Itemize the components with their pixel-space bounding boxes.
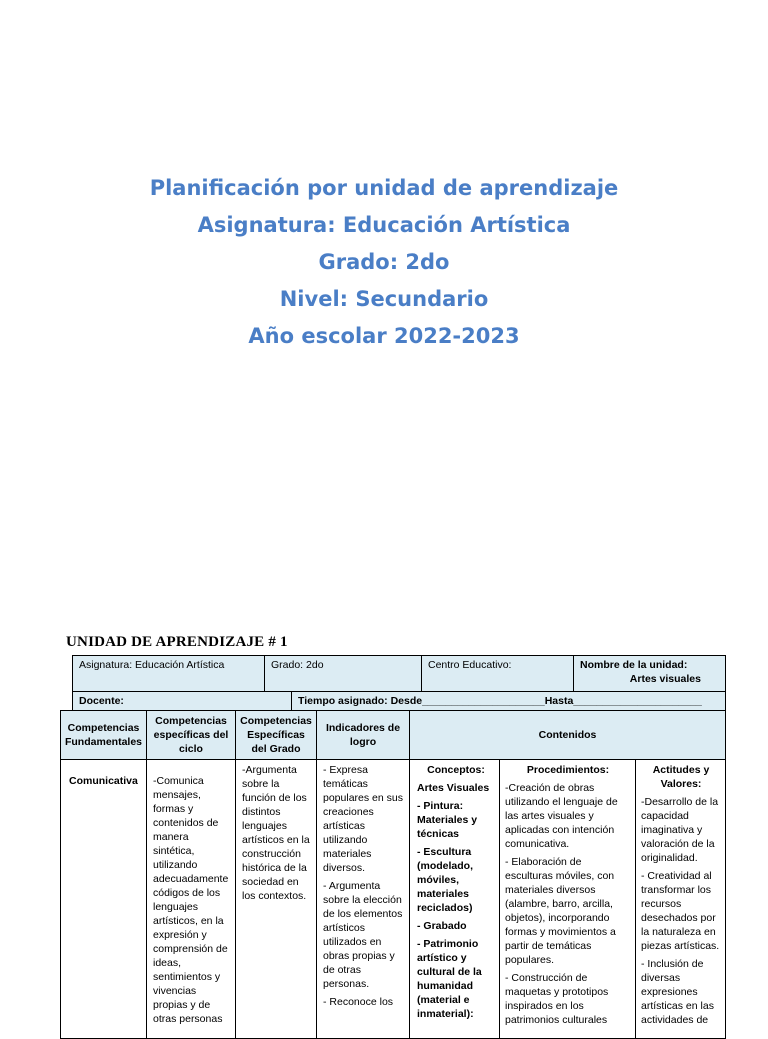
header-competencias-ciclo: Competencias específicas del ciclo xyxy=(146,710,236,760)
actitud-item: -Desarrollo de la capacidad imaginativa y valoración de la originalidad. xyxy=(641,796,719,864)
header-contenidos: Contenidos xyxy=(409,710,726,760)
actitud-item: - Inclusión de diversas expresiones artísticas en las actividades de xyxy=(641,958,714,1026)
title-grado: Grado: 2do xyxy=(318,250,450,274)
title-asignatura: Asignatura: Educación Artística xyxy=(197,213,571,237)
title-nivel: Nivel: Secundario xyxy=(279,287,489,311)
header-indicadores-logro: Indicadores de logro xyxy=(316,710,410,760)
concepto-item: - Escultura (modelado, móviles, materiales reciclados) xyxy=(417,846,474,914)
cell-actitudes-valores xyxy=(635,759,726,1039)
cell-procedimientos xyxy=(499,759,636,1039)
concepto-item: Artes Visuales xyxy=(417,782,490,794)
nombre-unidad-value: Artes visuales xyxy=(629,673,701,685)
cell-competencia-fundamental: Comunicativa xyxy=(60,759,147,1039)
indicador-item: - Argumenta sobre la elección de los elementos artísticos utilizados en obras propias y de otras personas. xyxy=(323,880,403,990)
actitud-item: - Creatividad al transformar los recursos desechados por la naturaleza en piezas artísticas. xyxy=(641,870,720,952)
info-nombre-unidad xyxy=(573,655,726,692)
concepto-item: - Pintura: Materiales y técnicas xyxy=(417,800,478,840)
cell-competencias-grado: -Argumenta sobre la función de los distintos lenguajes artísticos en la construcción histórica de la sociedad en los contextos. xyxy=(235,759,317,1039)
concepto-item: - Patrimonio artístico y cultural de la humanidad (material e inmaterial): xyxy=(417,938,482,1020)
cell-competencias-ciclo: -Comunica mensajes, formas y contenidos de manera sintética, utilizando adecuadamente códigos de los lenguajes artísticos, en la expresión y comprensión de ideas, sentimientos y vivencias propias y de otras personas xyxy=(146,759,236,1039)
title-ano-escolar: Año escolar 2022-2023 xyxy=(248,324,520,348)
indicador-item: - Reconoce los xyxy=(323,996,394,1008)
info-grado: Grado: 2do xyxy=(264,655,422,692)
procedimiento-item: - Elaboración de esculturas móviles, con materiales diversos (alambre, barro, arcilla, objetos), incorporando formas y movimientos a partir de temáticas populares. xyxy=(505,856,616,966)
cell-conceptos xyxy=(409,759,500,1039)
info-tiempo-asignado: Tiempo asignado: Desde_____________________Hasta______________________ xyxy=(291,691,726,711)
unit-heading: UNIDAD DE APRENDIZAJE # 1 xyxy=(66,634,288,650)
info-centro-educativo: Centro Educativo: xyxy=(421,655,574,692)
info-asignatura: Asignatura: Educación Artística xyxy=(72,655,265,692)
indicador-item: - Expresa temáticas populares en sus creaciones artísticas utilizando materiales diversos. xyxy=(323,764,403,874)
conceptos-header: Conceptos: xyxy=(427,764,485,776)
info-docente: Docente: xyxy=(72,691,292,711)
procedimiento-item: - Construcción de maquetas y prototipos inspirados en los patrimonios culturales xyxy=(505,972,609,1026)
nombre-unidad-label: Nombre de la unidad: xyxy=(580,659,688,671)
header-competencias-fundamentales: Competencias Fundamentales xyxy=(60,710,147,760)
title-planificacion: Planificación por unidad de aprendizaje xyxy=(149,176,619,200)
header-competencias-grado: Competencias Específicas del Grado xyxy=(235,710,317,760)
concepto-item: - Grabado xyxy=(417,920,467,932)
procedimiento-item: -Creación de obras utilizando el lenguaje de las artes visuales y aplicadas con intención comunicativa. xyxy=(505,782,618,850)
actitudes-header: Actitudes y Valores: xyxy=(652,764,710,790)
document-title-block xyxy=(0,170,768,355)
cell-indicadores-logro xyxy=(316,759,410,1039)
procedimientos-header: Procedimientos: xyxy=(526,764,610,776)
